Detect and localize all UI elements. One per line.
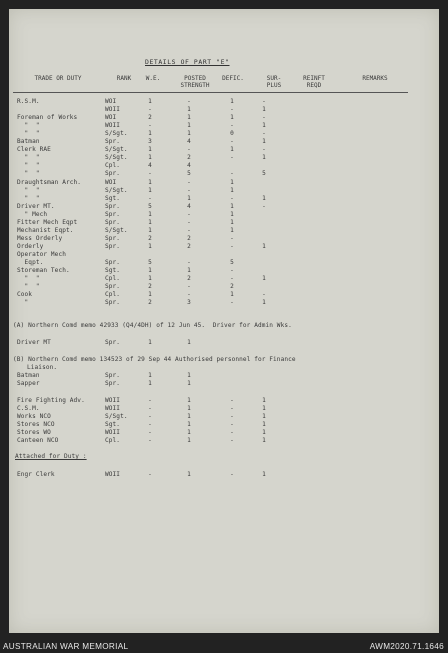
cell-we: 1	[148, 154, 152, 162]
document-title: DETAILS OF PART "E"	[145, 58, 230, 66]
cell-defic: -	[230, 106, 234, 114]
cell-trade: Stores NCO	[17, 421, 55, 429]
cell-defic: -	[230, 234, 234, 242]
cell-posted: -	[187, 210, 191, 218]
cell-rank: WOII	[105, 106, 121, 114]
cell-rank: Spr.	[105, 259, 121, 266]
column-header-reinft: REINFT REQD	[303, 75, 325, 89]
cell-we: 5	[148, 259, 152, 266]
cell-we: 1	[148, 242, 152, 250]
cell-defic: 1	[230, 146, 234, 154]
cell-trade: Storeman Tech.	[17, 267, 70, 275]
cell-surplus: 1	[262, 413, 266, 421]
cell-we: 1	[148, 339, 152, 346]
cell-posted: -	[187, 283, 191, 291]
cell-surplus: -	[262, 98, 266, 105]
cell-posted: 2	[187, 154, 191, 162]
cell-trade: Cook	[17, 291, 33, 299]
cell-we: 2	[148, 234, 152, 242]
cell-trade: Batman	[17, 372, 40, 379]
cell-rank: WOII	[105, 397, 121, 404]
cell-posted: 1	[187, 413, 191, 421]
cell-surplus: -	[262, 202, 266, 210]
cell-trade: " "	[17, 283, 40, 291]
cell-trade: Operator Mech	[17, 250, 66, 258]
cell-posted: 1	[187, 122, 191, 130]
cell-posted: -	[187, 186, 191, 194]
cell-we: 1	[148, 291, 152, 299]
cell-posted: 1	[187, 471, 191, 478]
column-header-defic: DEFIC.	[222, 75, 244, 82]
cell-defic: 5	[230, 259, 234, 266]
cell-rank: Spr.	[105, 218, 121, 226]
cell-we: 1	[148, 380, 152, 388]
cell-rank: WOI	[105, 178, 117, 186]
cell-trade: Canteen NCO	[17, 437, 59, 445]
cell-defic: 1	[230, 291, 234, 299]
cell-defic: -	[230, 471, 234, 478]
column-header-trade: TRADE OR DUTY	[34, 75, 82, 82]
cell-trade: Fitter Mech Eqpt	[17, 218, 78, 226]
cell-posted: 3	[187, 299, 191, 307]
cell-rank: Spr.	[105, 283, 121, 291]
cell-we: 1	[148, 372, 152, 379]
cell-rank: Spr.	[105, 242, 121, 250]
cell-posted: 1	[187, 267, 191, 275]
cell-surplus: -	[262, 291, 266, 299]
cell-posted: 1	[187, 106, 191, 114]
cell-posted: -	[187, 178, 191, 186]
cell-defic: -	[230, 413, 234, 421]
cell-rank: WOII	[105, 122, 121, 130]
cell-rank: Spr.	[105, 202, 121, 210]
cell-trade: Batman	[17, 138, 40, 146]
cell-trade: Clerk RAE	[17, 146, 51, 154]
cell-trade: Engr Clerk	[17, 471, 55, 478]
column-header-posted: POSTED STRENGTH	[180, 75, 210, 89]
cell-we: -	[148, 471, 152, 478]
column-header-rank: RANK	[116, 75, 132, 82]
cell-we: 3	[148, 138, 152, 146]
cell-trade: Fire Fighting Adv.	[17, 397, 85, 404]
cell-rank: Cpl.	[105, 162, 121, 170]
cell-defic: -	[230, 138, 234, 146]
cell-surplus: -	[262, 130, 266, 138]
cell-trade: Orderly	[17, 242, 44, 250]
cell-we: -	[148, 122, 152, 130]
cell-trade: Mechanist Eqpt.	[17, 226, 74, 234]
cell-we: -	[148, 194, 152, 202]
cell-posted: 1	[187, 130, 191, 138]
cell-defic: 1	[230, 218, 234, 226]
cell-surplus: 1	[262, 194, 266, 202]
cell-rank: Cpl.	[105, 291, 121, 299]
cell-rank: Spr.	[105, 210, 121, 218]
cell-posted: 1	[187, 437, 191, 445]
cell-trade: Eqpt.	[17, 259, 44, 266]
cell-rank: WOI	[105, 114, 117, 122]
cell-surplus: -	[262, 114, 266, 122]
cell-defic: -	[230, 421, 234, 429]
cell-rank: Spr.	[105, 339, 121, 346]
cell-defic: -	[230, 154, 234, 162]
cell-posted: 1	[187, 194, 191, 202]
cell-we: 1	[148, 146, 152, 154]
cell-rank: Spr.	[105, 138, 121, 146]
column-header-we: W.E.	[145, 75, 161, 82]
cell-surplus: 1	[262, 122, 266, 130]
cell-rank: Sgt.	[105, 267, 121, 275]
cell-defic: 2	[230, 283, 234, 291]
cell-rank: S/Sgt.	[105, 413, 128, 421]
cell-defic: 1	[230, 178, 234, 186]
cell-defic: 1	[230, 210, 234, 218]
cell-trade: C.S.M.	[17, 405, 40, 413]
cell-posted: 4	[187, 202, 191, 210]
cell-we: -	[148, 106, 152, 114]
cell-rank: Sgt.	[105, 194, 121, 202]
memo-note-b-cont: Liaison.	[27, 364, 58, 371]
cell-defic: -	[230, 437, 234, 445]
footer-right: AWM2020.71.1646	[369, 642, 444, 651]
cell-posted: 1	[187, 405, 191, 413]
cell-rank: S/Sgt.	[105, 146, 128, 154]
cell-posted: 4	[187, 162, 191, 170]
cell-rank: Spr.	[105, 170, 121, 178]
cell-defic: 1	[230, 98, 234, 105]
cell-surplus: 1	[262, 154, 266, 162]
cell-defic: -	[230, 194, 234, 202]
cell-defic: 1	[230, 186, 234, 194]
cell-we: -	[148, 170, 152, 178]
cell-surplus: 1	[262, 437, 266, 445]
cell-defic: -	[230, 122, 234, 130]
cell-surplus: 1	[262, 299, 266, 307]
cell-trade: " "	[17, 275, 40, 283]
cell-rank: WOII	[105, 429, 121, 437]
cell-posted: 2	[187, 242, 191, 250]
cell-trade: Foreman of Works	[17, 114, 78, 122]
cell-rank: WOII	[105, 471, 121, 478]
cell-posted: -	[187, 259, 191, 266]
cell-surplus: 1	[262, 242, 266, 250]
cell-we: -	[148, 397, 152, 404]
attached-heading: Attached for Duty :	[15, 453, 87, 460]
cell-we: -	[148, 421, 152, 429]
cell-posted: -	[187, 291, 191, 299]
cell-posted: 2	[187, 234, 191, 242]
cell-posted: 5	[187, 170, 191, 178]
cell-posted: 1	[187, 429, 191, 437]
cell-posted: 1	[187, 372, 191, 379]
cell-rank: Spr.	[105, 299, 121, 307]
cell-we: -	[148, 437, 152, 445]
cell-trade: "	[17, 299, 29, 307]
cell-we: 4	[148, 162, 152, 170]
cell-we: 2	[148, 283, 152, 291]
cell-posted: 2	[187, 275, 191, 283]
cell-trade: " "	[17, 130, 40, 138]
cell-surplus: 1	[262, 405, 266, 413]
cell-surplus: 1	[262, 471, 266, 478]
cell-surplus: -	[262, 146, 266, 154]
column-header-surplus: SUR- PLUS	[266, 75, 282, 89]
cell-surplus: 5	[262, 170, 266, 178]
cell-defic: -	[230, 299, 234, 307]
cell-trade: " "	[17, 122, 40, 130]
cell-trade: Works NCO	[17, 413, 51, 421]
cell-defic: -	[230, 170, 234, 178]
cell-trade: Mess Orderly	[17, 234, 63, 242]
cell-rank: Sgt.	[105, 421, 121, 429]
cell-surplus: 1	[262, 397, 266, 404]
cell-posted: -	[187, 98, 191, 105]
cell-trade: " "	[17, 194, 40, 202]
cell-we: -	[148, 413, 152, 421]
cell-trade: " "	[17, 170, 40, 178]
cell-we: 1	[148, 218, 152, 226]
cell-rank: Spr.	[105, 234, 121, 242]
cell-rank: WOII	[105, 405, 121, 413]
cell-we: 2	[148, 299, 152, 307]
cell-we: -	[148, 405, 152, 413]
memo-note-b: (B) Northern Comd memo 134523 of 29 Sep 44 Authorised personnel for Finance	[13, 356, 296, 363]
cell-posted: 1	[187, 397, 191, 404]
cell-defic: -	[230, 429, 234, 437]
footer-left: AUSTRALIAN WAR MEMORIAL	[3, 642, 129, 651]
cell-we: 1	[148, 130, 152, 138]
cell-we: 1	[148, 98, 152, 105]
cell-defic: -	[230, 397, 234, 404]
cell-posted: 1	[187, 339, 191, 346]
cell-surplus: 1	[262, 429, 266, 437]
cell-we: 1	[148, 186, 152, 194]
cell-we: 2	[148, 114, 152, 122]
cell-surplus: 1	[262, 138, 266, 146]
cell-we: -	[148, 429, 152, 437]
cell-defic: -	[230, 405, 234, 413]
cell-trade: Stores WO	[17, 429, 51, 437]
cell-rank: Cpl.	[105, 275, 121, 283]
cell-rank: S/Sgt.	[105, 186, 128, 194]
cell-trade: Driver MT	[17, 339, 51, 346]
memo-note-a: (A) Northern Comd memo 42933 (Q4/4DH) of 12 Jun 45. Driver for Admin Wks.	[13, 322, 292, 329]
column-header-remarks: REMARKS	[362, 75, 388, 82]
cell-rank: Spr.	[105, 372, 121, 379]
cell-we: 1	[148, 267, 152, 275]
cell-posted: 1	[187, 114, 191, 122]
cell-defic: 1	[230, 202, 234, 210]
cell-posted: 1	[187, 421, 191, 429]
cell-rank: S/Sgt.	[105, 154, 128, 162]
cell-trade: " "	[17, 162, 40, 170]
cell-defic: 0	[230, 130, 234, 138]
cell-rank: Cpl.	[105, 437, 121, 445]
header-rule	[13, 92, 408, 93]
cell-trade: " Mech	[17, 210, 48, 218]
cell-surplus: 1	[262, 106, 266, 114]
cell-defic: -	[230, 267, 234, 275]
cell-defic: 1	[230, 114, 234, 122]
cell-we: 1	[148, 210, 152, 218]
cell-rank: S/Sgt.	[105, 226, 128, 234]
cell-we: 1	[148, 226, 152, 234]
cell-trade: Draughtsman Arch.	[17, 178, 82, 186]
cell-we: 1	[148, 275, 152, 283]
cell-posted: -	[187, 146, 191, 154]
cell-we: 5	[148, 202, 152, 210]
cell-trade: Driver MT.	[17, 202, 55, 210]
cell-defic: 1	[230, 226, 234, 234]
cell-posted: 1	[187, 380, 191, 388]
cell-defic: -	[230, 275, 234, 283]
cell-posted: 4	[187, 138, 191, 146]
cell-rank: WOI	[105, 98, 117, 105]
cell-we: 1	[148, 178, 152, 186]
cell-posted: -	[187, 226, 191, 234]
cell-defic: -	[230, 242, 234, 250]
cell-surplus: 1	[262, 421, 266, 429]
cell-trade: Sapper	[17, 380, 40, 388]
cell-rank: Spr.	[105, 380, 121, 388]
cell-trade: " "	[17, 186, 40, 194]
cell-rank: S/Sgt.	[105, 130, 128, 138]
cell-trade: " "	[17, 154, 40, 162]
cell-trade: R.S.M.	[17, 98, 40, 105]
cell-surplus: 1	[262, 275, 266, 283]
cell-posted: -	[187, 218, 191, 226]
